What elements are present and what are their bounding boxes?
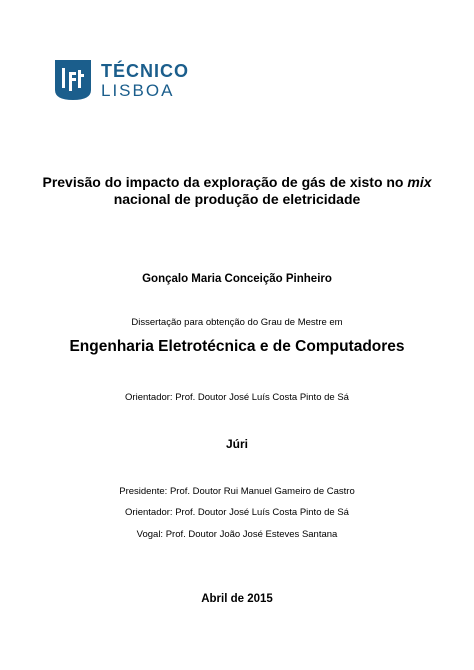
logo-wordmark	[101, 61, 189, 100]
thesis-title-text: Previsão do impacto da exploração de gás de xisto no	[42, 174, 408, 190]
ist-logo-icon	[55, 60, 91, 100]
advisor-line: Orientador: Prof. Doutor José Luís Costa Pinto de Sá	[125, 392, 349, 403]
submission-date: Abril de 2015	[201, 593, 273, 605]
jury-member-examiner: Vogal: Prof. Doutor João José Esteves Santana	[136, 529, 338, 540]
thesis-title-line-2: nacional de produção de eletricidade	[113, 191, 361, 207]
jury-member-advisor: Orientador: Prof. Doutor José Luís Costa Pinto de Sá	[125, 507, 349, 518]
logo-line-1: TÉCNICO	[101, 60, 189, 81]
author-name: Gonçalo Maria Conceição Pinheiro	[142, 273, 332, 285]
institution-logo	[55, 60, 189, 100]
thesis-title-italic: mix	[407, 174, 432, 190]
jury-heading: Júri	[225, 437, 248, 451]
dissertation-text: Dissertação para obtenção do Grau de Mestre em	[131, 317, 343, 328]
logo-line-2: LISBOA	[101, 80, 175, 100]
degree-name: Engenharia Eletrotécnica e de Computadores	[69, 338, 405, 355]
jury-member-president: Presidente: Prof. Doutor Rui Manuel Gameiro de Castro	[119, 486, 355, 497]
thesis-title-line-1	[0, 174, 474, 191]
thesis-title	[0, 174, 474, 208]
